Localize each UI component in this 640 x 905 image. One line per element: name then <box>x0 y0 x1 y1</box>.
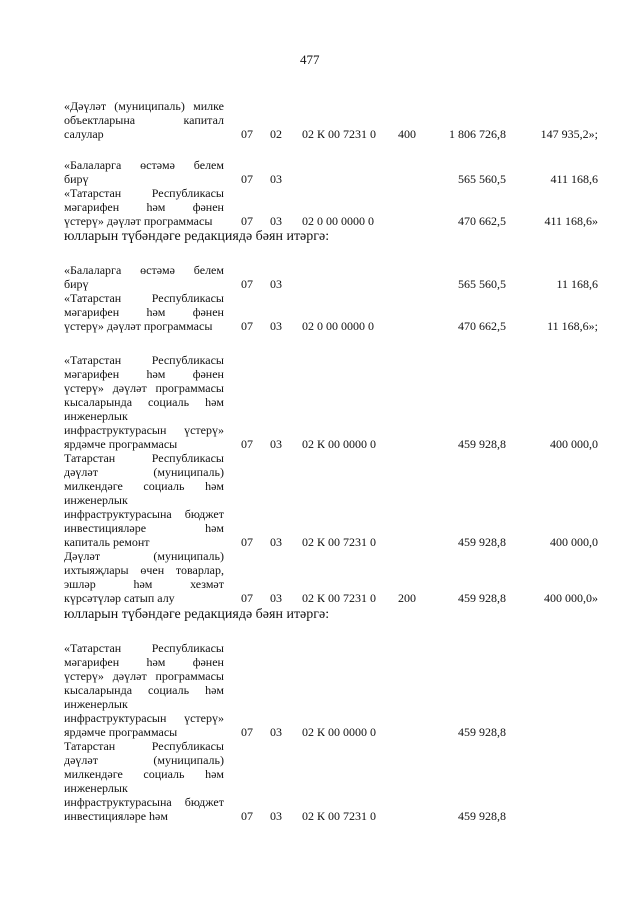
cell-section: 07 <box>241 725 253 739</box>
cell-amount-2: 400 000,0 <box>550 535 598 549</box>
cell-amount-2: 400 000,0» <box>544 591 598 605</box>
cell-section: 07 <box>241 535 253 549</box>
cell-amount-2: 147 935,2»; <box>540 127 598 141</box>
cell-target-code: 02 К 00 7231 0 <box>302 127 377 141</box>
cell-amount: 459 928,8 <box>458 535 506 549</box>
cell-amount-2: 11 168,6 <box>556 277 598 291</box>
cell-section: 07 <box>241 809 253 823</box>
cell-target-code: 02 К 00 0000 0 <box>302 725 377 739</box>
cell-amount: 459 928,8 <box>458 437 506 451</box>
cell-amount: 565 560,5 <box>458 277 506 291</box>
cell-section: 07 <box>241 127 253 141</box>
cell-target-code: 02 К 00 7231 0 <box>302 809 377 823</box>
cell-subsection: 03 <box>270 172 282 186</box>
row-description: Татарстан Республикасы дәүләт (муниципаль) милкендәге социаль һәм инженерлык инфраструктурасына бюджет инвестицияләре һәм <box>64 739 224 823</box>
row-description: «Балаларга өстәмә белем бирү <box>64 263 224 291</box>
cell-subsection: 03 <box>270 214 282 228</box>
cell-subsection: 02 <box>270 127 282 141</box>
cell-target-code: 02 0 00 0000 0 <box>302 214 374 228</box>
row-description: «Татарстан Республикасы мәгарифен һәм фәнен үстерү» дәүләт программасы <box>64 186 224 228</box>
cell-amount: 1 806 726,8 <box>449 127 506 141</box>
cell-subsection: 03 <box>270 319 282 333</box>
row-description: «Татарстан Республикасы мәгарифен һәм фәнен үстерү» дәүләт программасы <box>64 291 224 333</box>
section-heading: юлларын түбәндәге редакциядә бәян итәргә: <box>64 607 330 622</box>
cell-expense-type: 200 <box>398 591 416 605</box>
page-number: 477 <box>300 52 320 67</box>
row-description: «Татарстан Республикасы мәгарифен һәм фәнен үстерү» дәүләт программасы кысаларында социаль һәм инженерлык инфраструктурасын үстерү» ярдәмче программасы <box>64 641 224 739</box>
row-description: Дәүләт (муниципаль) ихтыяҗлары өчен товарлар, эшләр һәм хезмәт күрсәтүләр сатып алу <box>64 549 224 605</box>
cell-expense-type: 400 <box>398 127 416 141</box>
cell-amount: 470 662,5 <box>458 319 506 333</box>
cell-target-code: 02 К 00 0000 0 <box>302 437 377 451</box>
cell-section: 07 <box>241 214 253 228</box>
cell-amount: 459 928,8 <box>458 591 506 605</box>
cell-amount: 565 560,5 <box>458 172 506 186</box>
cell-subsection: 03 <box>270 437 282 451</box>
cell-amount-2: 411 168,6» <box>544 214 598 228</box>
cell-amount: 459 928,8 <box>458 725 506 739</box>
cell-section: 07 <box>241 172 253 186</box>
cell-subsection: 03 <box>270 809 282 823</box>
cell-target-code: 02 К 00 7231 0 <box>302 591 377 605</box>
cell-subsection: 03 <box>270 725 282 739</box>
cell-section: 07 <box>241 319 253 333</box>
cell-subsection: 03 <box>270 277 282 291</box>
cell-subsection: 03 <box>270 591 282 605</box>
row-description: «Дәүләт (муниципаль) милке объектларына капитал салулар <box>64 99 224 141</box>
cell-section: 07 <box>241 437 253 451</box>
cell-subsection: 03 <box>270 535 282 549</box>
cell-amount: 459 928,8 <box>458 809 506 823</box>
cell-target-code: 02 К 00 7231 0 <box>302 535 377 549</box>
cell-amount-2: 11 168,6»; <box>547 319 598 333</box>
section-heading: юлларын түбәндәге редакциядә бәян итәргә: <box>64 229 330 244</box>
cell-section: 07 <box>241 277 253 291</box>
cell-amount-2: 411 168,6 <box>550 172 598 186</box>
cell-section: 07 <box>241 591 253 605</box>
row-description: «Балаларга өстәмә белем бирү <box>64 158 224 186</box>
cell-amount: 470 662,5 <box>458 214 506 228</box>
row-description: «Татарстан Республикасы мәгарифен һәм фәнен үстерү» дәүләт программасы кысаларында социаль һәм инженерлык инфраструктурасын үстерү» ярдәмче программасы <box>64 353 224 451</box>
cell-amount-2: 400 000,0 <box>550 437 598 451</box>
row-description: Татарстан Республикасы дәүләт (муниципаль) милкендәге социаль һәм инженерлык инфраструктурасына бюджет инвестицияләре һәм капиталь ремонт <box>64 451 224 549</box>
cell-target-code: 02 0 00 0000 0 <box>302 319 374 333</box>
